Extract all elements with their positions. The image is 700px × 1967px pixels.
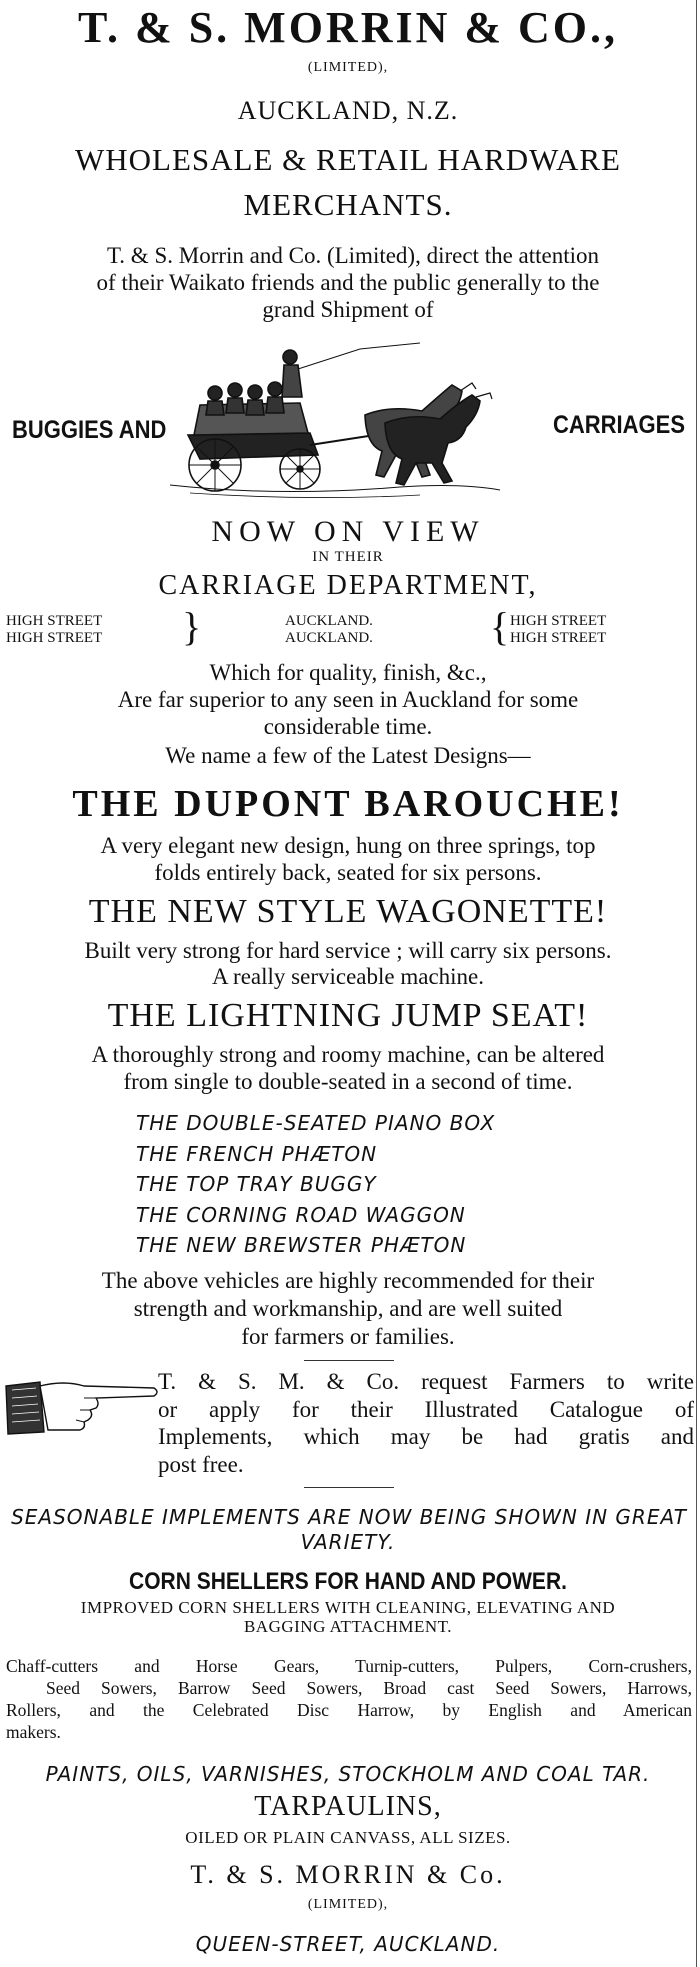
intro-line-3: grand Shipment of — [262, 297, 434, 322]
footer-address: QUEEN-STREET, AUCKLAND. — [195, 1932, 501, 1956]
implements-line-2: Seed Sowers, Barrow Seed Sowers, Broad cast Seed Sowers, Harrows, — [46, 1678, 692, 1698]
brace-left: } — [182, 604, 202, 649]
wagonette-line-1: Built very strong for hard service ; will carry six persons. — [84, 938, 612, 963]
intro-line-2: of their Waikato friends and the public generally to the — [96, 270, 600, 295]
divider — [304, 1487, 394, 1488]
quality-line-3: considerable time. — [263, 714, 433, 739]
paints-line: PAINTS, OILS, VARNISHES, STOCKHOLM AND COAL TAR. — [45, 1762, 651, 1786]
pointing-hand-icon — [4, 1372, 159, 1442]
tarpaulins-title: TARPAULINS, — [254, 1791, 442, 1822]
city-line: AUCKLAND, N.Z. — [237, 96, 459, 125]
address-right-line-1: HIGH STREET — [510, 613, 607, 629]
address-left-line-1: HIGH STREET — [6, 613, 103, 629]
recommend-line-2: strength and workmanship, and are well suited — [133, 1296, 563, 1321]
dupont-line-2: folds entirely back, seated for six persons. — [154, 860, 542, 885]
list-item: THE TOP TRAY BUGGY — [136, 1172, 377, 1196]
wagonette-line-2: A really serviceable machine. — [211, 964, 485, 989]
catalogue-line-3: Implements, which may be had gratis and — [158, 1424, 694, 1449]
address-right — [510, 613, 606, 647]
footer-limited: (LIMITED), — [307, 1897, 389, 1912]
implements-text — [6, 1655, 692, 1743]
intro-line-1: T. & S. Morrin and Co. (Limited), direct the attention — [106, 243, 600, 268]
corn-line-2: BAGGING ATTACHMENT. — [243, 1617, 453, 1636]
buggies-label: BUGGIES AND — [12, 415, 167, 444]
vehicle-list — [136, 1108, 495, 1261]
jumpseat-title: THE LIGHTNING JUMP SEAT! — [107, 997, 589, 1034]
recommend-line-1: The above vehicles are highly recommended for their — [101, 1268, 595, 1293]
in-their-label: IN THEIR — [312, 549, 384, 565]
divider — [304, 1360, 394, 1361]
quality-line-1: Which for quality, finish, &c., — [209, 660, 487, 685]
address-left — [6, 613, 102, 647]
company-title: T. & S. MORRIN & CO., — [77, 3, 619, 52]
implements-line-4: makers. — [6, 1722, 61, 1742]
address-middle-line-1: AUCKLAND. — [285, 613, 373, 629]
corn-title: CORN SHELLERS FOR HAND AND POWER. — [129, 1568, 567, 1595]
quality-line-2: Are far superior to any seen in Auckland for some — [117, 687, 579, 712]
dupont-title: THE DUPONT BAROUCHE! — [72, 783, 624, 825]
wagonette-title: THE NEW STYLE WAGONETTE! — [88, 893, 608, 930]
canvass-line: OILED OR PLAIN CANVASS, ALL SIZES. — [185, 1828, 511, 1847]
quality-line-4: We name a few of the Latest Designs— — [165, 743, 531, 768]
trade-line-1: WHOLESALE & RETAIL HARDWARE — [75, 142, 621, 177]
seasonable-line-1: SEASONABLE IMPLEMENTS ARE NOW BEING SHOWN IN GREAT — [11, 1505, 687, 1529]
address-left-line-2: HIGH STREET — [6, 630, 103, 646]
brace-right: { — [490, 604, 510, 649]
recommend-line-3: for farmers or families. — [241, 1324, 455, 1349]
trade-line-2: MERCHANTS. — [243, 187, 453, 222]
jumpseat-line-1: A thoroughly strong and roomy machine, can be altered — [91, 1042, 605, 1067]
list-item: THE DOUBLE-SEATED PIANO BOX — [136, 1111, 496, 1135]
implements-line-3: Rollers, and the Celebrated Disc Harrow, by English and American — [6, 1700, 692, 1720]
now-on-view: NOW ON VIEW — [211, 515, 485, 548]
carriages-label: CARRIAGES — [553, 410, 686, 439]
list-item: THE NEW BREWSTER PHÆTON — [136, 1233, 467, 1257]
address-right-line-2: HIGH STREET — [510, 630, 607, 646]
horse-carriage-icon — [160, 335, 510, 505]
jumpseat-line-2: from single to double-seated in a second of time. — [123, 1069, 573, 1094]
catalogue-line-4: post free. — [158, 1451, 244, 1477]
catalogue-line-1: T. & S. M. & Co. request Farmers to write — [158, 1369, 694, 1394]
list-item: THE FRENCH PHÆTON — [136, 1141, 378, 1166]
seasonable-line-2: VARIETY. — [300, 1530, 396, 1554]
catalogue-text — [158, 1368, 694, 1478]
dupont-line-1: A very elegant new design, hung on three springs, top — [100, 833, 596, 858]
address-middle — [285, 613, 373, 647]
footer-company: T. & S. MORRIN & Co. — [190, 1860, 506, 1889]
department-line: CARRIAGE DEPARTMENT, — [158, 570, 538, 601]
address-middle-line-2: AUCKLAND. — [285, 630, 373, 646]
corn-line-1: IMPROVED CORN SHELLERS WITH CLEANING, ELEVATING AND — [80, 1598, 616, 1617]
list-item: THE CORNING ROAD WAGGON — [136, 1202, 466, 1227]
implements-line-1: Chaff-cutters and Horse Gears, Turnip-cutters, Pulpers, Corn-crushers, — [6, 1656, 692, 1676]
catalogue-line-2: or apply for their Illustrated Catalogue of — [158, 1396, 694, 1422]
limited-label: (LIMITED), — [307, 60, 389, 75]
